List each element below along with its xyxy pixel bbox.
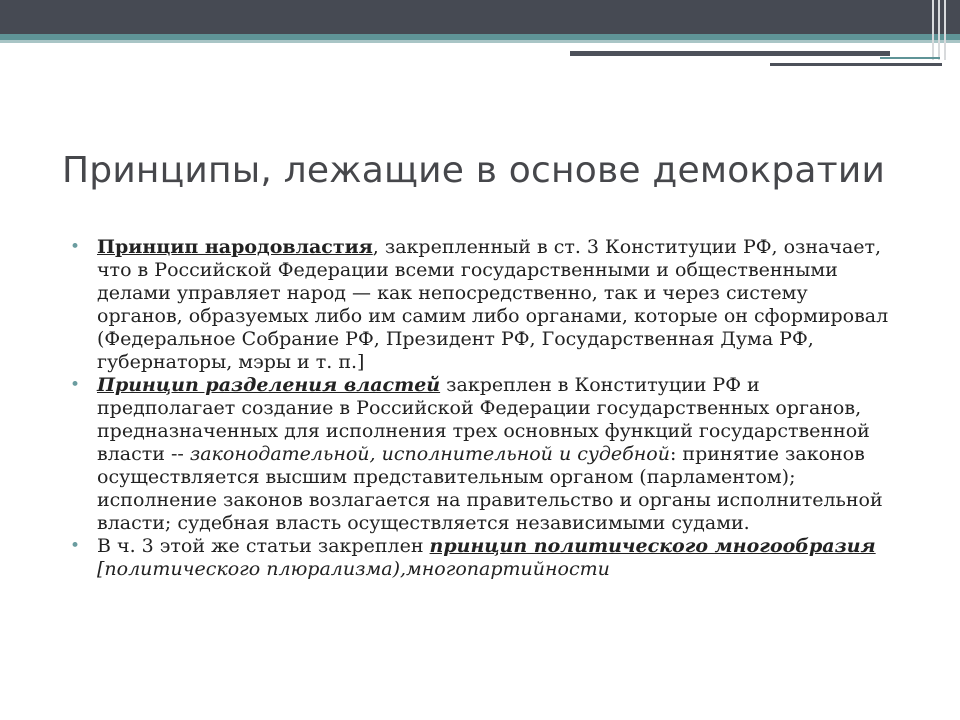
bullet-marker: • [70,536,81,556]
header-accent-stripe-light [0,40,960,43]
bullet-item-people-power [70,236,890,374]
term-separation-of-powers: Принцип разделения властей [97,374,441,396]
bullet-text: , закрепленный в ст. 3 Конституции РФ, означает, что в Российской Федерации всеми государственными и общественными делами управляет народ — как непосредственно, так и через систему органов, образуемых либо им самим либо органами, которые он сформировал (Федеральное Собрание РФ, Президент РФ, Государственная Дума РФ, губернаторы, мэры и т. п.] [97,236,889,373]
header-band [0,0,960,34]
corner-decoration [930,0,950,60]
bullet-list [70,236,890,581]
decor-bar [880,57,940,59]
term-political-diversity: принцип политического многообразия [429,535,876,557]
decor-bar [570,51,890,56]
bullet-italic-text: законодательной, исполнительной и судебной [189,443,670,465]
bullet-text: В ч. 3 этой же статьи закреплен [97,535,430,557]
bullet-text: : принятие законов осуществляется высшим представительным органом (парламентом); исполнение законов возлагается на правительство и органы исполнительной власти; судебная власть осуществляется независимыми судами. [97,443,883,534]
bullet-marker: • [70,375,81,395]
bullet-item-separation-of-powers [70,374,890,535]
decor-bar [770,63,942,66]
bullet-text: закреплен в Конституции РФ и предполагает создание в Российской Федерации государственных органов, предназначенных для исполнения трех основных функций государственной власти -- [97,374,870,465]
bullet-item-political-diversity [70,535,890,581]
slide-title: Принципы, лежащие в основе демократии [62,150,886,191]
bullet-marker: • [70,237,81,257]
term-people-power: Принцип народовластия [97,236,373,258]
bullet-italic-text: [политического плюрализма),многопартийности [97,558,610,580]
